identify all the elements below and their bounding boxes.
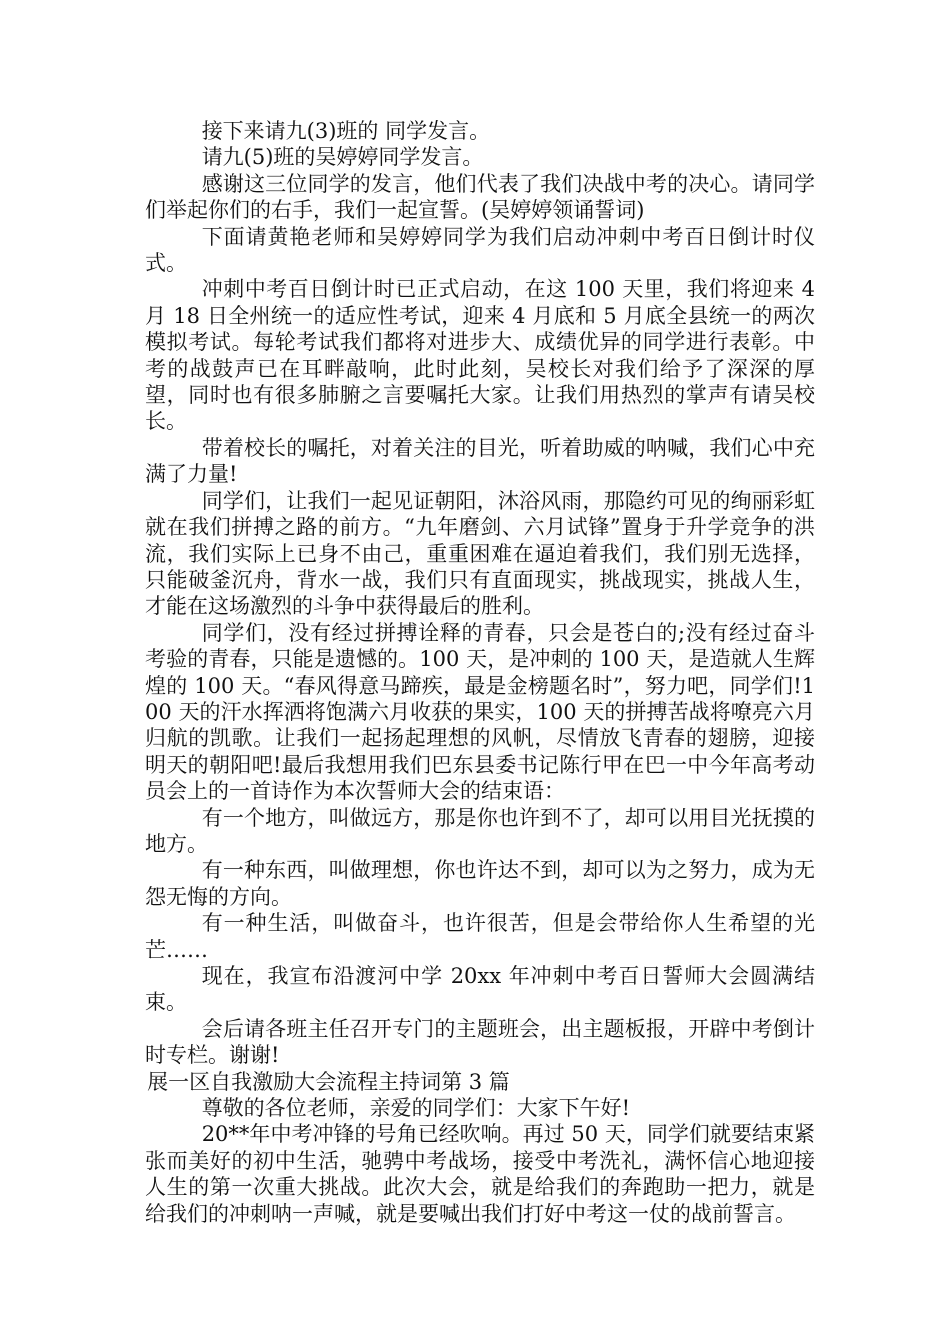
paragraph: 冲刺中考百日倒计时已正式启动，在这 100 天里，我们将迎来 4 月 18 日全州统一的适应性考试，迎来 4 月底和 5 月底全县统一的两次模拟考试。每轮考试我们都将对进步大、成绩优异的同学进行表彰。中考的战鼓声已在耳畔敲响，此时此刻，吴校长对我们给予了深深的厚望，同时也有很多肺腑之言要嘱托大家。让我们用热烈的掌声有请吴校长。 xyxy=(145,277,815,434)
paragraph: 下面请黄艳老师和吴婷婷同学为我们启动冲刺中考百日倒计时仪式。 xyxy=(145,224,815,276)
paragraph: 感谢这三位同学的发言，他们代表了我们决战中考的决心。请同学们举起你们的右手，我们一起宣誓。(吴婷婷领诵誓词) xyxy=(145,171,815,223)
paragraph: 接下来请九(3)班的 同学发言。 xyxy=(201,119,491,143)
paragraph: 20**年中考冲锋的号角已经吹响。再过 50 天，同学们就要结束紧张而美好的初中生活，驰骋中考战场，接受中考洗礼，满怀信心地迎接人生的第一次重大挑战。此次大会，就是给我们的奔跑助一把力，就是给我们的冲刺呐一声喊，就是要喊出我们打好中考这一仗的战前誓言。 xyxy=(145,1122,815,1226)
poem-line: 有一个地方，叫做远方，那是你也许到不了，却可以用目光抚摸的地方。 xyxy=(145,805,815,856)
poem-line: 有一种东西，叫做理想，你也许达不到，却可以为之努力，成为无怨无悔的方向。 xyxy=(145,858,815,909)
paragraph: 会后请各班主任召开专门的主题班会，出主题板报，开辟中考倒计时专栏。谢谢! xyxy=(145,1016,815,1068)
paragraph: 带着校长的嘱托，对着关注的目光，听着助威的呐喊，我们心中充满了力量! xyxy=(145,435,815,487)
section-heading: 展一区自我激励大会流程主持词第 3 篇 xyxy=(147,1069,510,1094)
paragraph: 同学们，让我们一起见证朝阳，沐浴风雨，那隐约可见的绚丽彩虹就在我们拼搏之路的前方。“九年磨剑、六月试锋”置身于升学竞争的洪流，我们实际上已身不由己，重重困难在逼迫着我们，我们别无选择，只能破釜沉舟，背水一战，我们只有直面现实，挑战现实，挑战人生，才能在这场激烈的斗争中获得最后的胜利。 xyxy=(145,488,815,619)
paragraph: 尊敬的各位老师，亲爱的同学们：大家下午好! xyxy=(201,1096,631,1121)
poem-line: 有一种生活，叫做奋斗，也许很苦，但是会带给你人生希望的光芒…… xyxy=(145,911,815,962)
paragraph: 现在，我宣布沿渡河中学 20xx 年冲刺中考百日誓师大会圆满结束。 xyxy=(145,964,815,1015)
document-page xyxy=(145,118,815,1227)
paragraph: 同学们，没有经过拼搏诠释的青春，只会是苍白的;没有经过奋斗考验的青春，只能是遗憾的。100 天，是冲刺的 100 天，是造就人生辉煌的 100 天。“春风得意马蹄疾，最是金榜题名时”，努力吧，同学们!100 天的汗水挥洒将饱满六月收获的果实，100 天的拼搏苦战将嘹亮六月归航的凯歌。让我们一起扬起理想的风帆，尽情放飞青春的翅膀，迎接明天的朝阳吧!最后我想用我们巴东县委书记陈行甲在巴一中今年高考动员会上的一首诗作为本次誓师大会的结束语： xyxy=(145,620,815,804)
paragraph: 请九(5)班的吴婷婷同学发言。 xyxy=(201,145,484,170)
